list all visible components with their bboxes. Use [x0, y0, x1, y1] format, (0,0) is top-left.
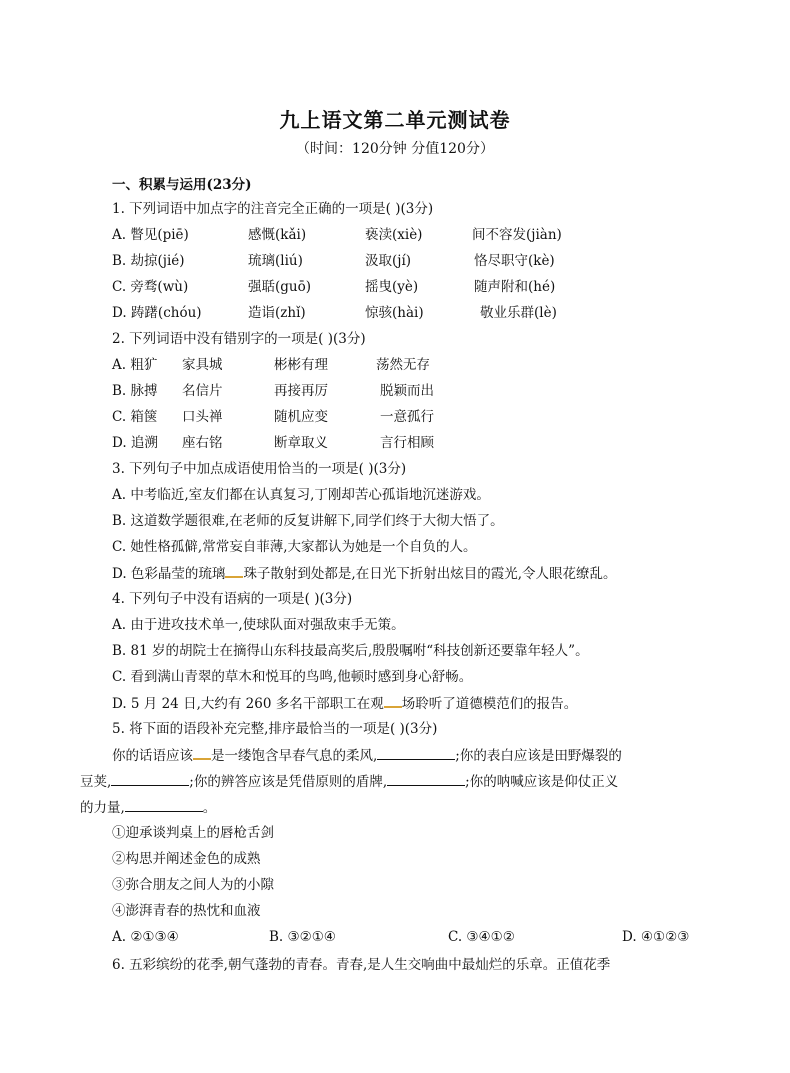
q1-c-3: 摇曳(yè) [365, 279, 419, 295]
q4-option-b: B. 81 岁的胡院士在摘得山东科技最高奖后,殷殷嘱咐“科技创新还要靠年轻人”。 [112, 643, 589, 659]
q2-b-4: 脱颖而出 [380, 383, 434, 399]
question-6-stem: 6. 五彩缤纷的花季,朝气蓬勃的青春。青春,是人生交响曲中最灿烂的乐章。正值花季 [112, 957, 611, 973]
q2-d-1: D. 追溯 [112, 435, 158, 451]
section-heading: 一、积累与运用(23分) [112, 177, 252, 193]
question-2-stem: 2. 下列词语中没有错别字的一项是( )(3分) [112, 331, 366, 347]
q1-a-2: 感慨(kǎi) [248, 227, 307, 243]
q1-b-3: 汲取(jí) [365, 253, 412, 269]
q5-passage-line-1 [112, 746, 752, 765]
q5-item-2: ②构思并阐述金色的成熟 [112, 851, 261, 867]
q2-c-3: 随机应变 [274, 409, 328, 425]
q2-c-1: C. 箱箧 [112, 409, 158, 425]
q2-c-2: 口头禅 [182, 409, 223, 425]
q1-a-1: A. 瞥见(piē) [112, 227, 189, 243]
q1-c-2: 强聒(guō) [248, 279, 311, 295]
q2-b-2: 名信片 [182, 383, 223, 399]
q1-b-4: 恪尽职守(kè) [474, 253, 555, 269]
page-title: 九上语文第二单元测试卷 [279, 108, 511, 132]
q2-a-4: 荡然无存 [376, 357, 430, 373]
q5-item-3: ③弥合朋友之间人为的小隙 [112, 877, 274, 893]
question-4-stem: 4. 下列句子中没有语病的一项是( )(3分) [112, 591, 353, 607]
q5-p3a: 的力量, [80, 800, 125, 816]
q5-p1c: ;你的表白应该是田野爆裂的 [455, 748, 622, 764]
page-subtitle: （时间：120分钟 分值120分） [296, 141, 494, 157]
q4-option-a: A. 由于进攻技术单一,使球队面对强敌束手无策。 [112, 617, 405, 633]
q1-c-1: C. 旁骛(wù) [112, 279, 189, 295]
q5-option-a: A. ②①③④ [112, 929, 179, 945]
fill-blank[interactable] [387, 772, 465, 786]
q1-c-4: 随声附和(hé) [474, 279, 556, 295]
q2-a-1: A. 粗犷 [112, 357, 158, 373]
q4-d-part1: D. 5 月 24 日,大约有 260 多名干部职工在观 [112, 696, 384, 712]
q4-option-c: C. 看到满山青翠的草木和悦耳的鸟鸣,他顿时感到身心舒畅。 [112, 669, 473, 685]
q1-d-4: 敬业乐群(lè) [480, 305, 557, 321]
q3-option-b: B. 这道数学题很难,在老师的反复讲解下,同学们终于大彻大悟了。 [112, 513, 504, 529]
question-1-stem: 1. 下列词语中加点字的注音完全正确的一项是( )(3分) [112, 201, 434, 217]
q5-p2b: ;你的辨答应该是凭借原则的盾牌, [189, 774, 388, 790]
q5-p3b: 。 [202, 800, 217, 816]
q2-d-2: 座右铭 [182, 435, 223, 451]
q2-a-3: 彬彬有理 [274, 357, 328, 373]
q3-d-part1: D. 色彩晶莹的琉璃 [112, 566, 226, 582]
q1-d-2: 造诣(zhǐ) [248, 305, 306, 321]
q1-b-1: B. 劫掠(jié) [112, 253, 185, 269]
q5-option-c: C. ③④①② [448, 929, 515, 945]
q5-option-b: B. ③②①④ [269, 929, 336, 945]
q5-p1b: 是一缕饱含早春气息的柔风, [211, 748, 378, 764]
q3-d-part2: 珠子散射到处都是,在日光下折射出炫目的霞光,令人眼花缭乱。 [243, 566, 617, 582]
q1-d-3: 惊骇(hài) [365, 305, 424, 321]
fill-blank[interactable] [111, 772, 189, 786]
question-5-stem: 5. 将下面的语段补充完整,排序最恰当的一项是( )(3分) [112, 721, 438, 737]
q5-option-d: D. ④①②③ [622, 929, 690, 945]
q1-a-3: 亵渎(xiè) [365, 227, 423, 243]
q5-p2a: 豆荚, [80, 774, 112, 790]
q1-d-1: D. 踌躇(chóu) [112, 305, 202, 321]
question-3-stem: 3. 下列句子中加点成语使用恰当的一项是( )(3分) [112, 461, 407, 477]
q5-item-4: ④澎湃青春的热忱和血液 [112, 903, 261, 919]
q1-a-4: 间不容发(jiàn) [472, 227, 562, 243]
q5-p1a: 你的话语应该 [112, 748, 193, 764]
q5-passage-line-3 [80, 798, 720, 817]
q2-d-3: 断章取义 [274, 435, 328, 451]
q1-b-2: 琉璃(liú) [248, 253, 303, 269]
fill-blank[interactable] [125, 798, 203, 812]
q3-option-d [112, 564, 617, 583]
q4-d-part2: 场聆听了道德模范们的报告。 [401, 696, 578, 712]
q5-passage-line-2 [80, 772, 720, 791]
fill-blank[interactable] [377, 746, 455, 760]
q5-p2c: ;你的呐喊应该是仰仗正义 [465, 774, 619, 790]
q2-b-3: 再接再厉 [274, 383, 328, 399]
q2-c-4: 一意孤行 [380, 409, 434, 425]
q2-b-1: B. 脉搏 [112, 383, 158, 399]
highlight-mark [225, 564, 243, 578]
highlight-mark [384, 694, 402, 708]
q2-d-4: 言行相顾 [380, 435, 434, 451]
highlight-mark [193, 746, 211, 760]
q3-option-a: A. 中考临近,室友们都在认真复习,丁刚却苦心孤诣地沉迷游戏。 [112, 487, 490, 503]
q2-a-2: 家具城 [182, 357, 223, 373]
q5-item-1: ①迎承谈判桌上的唇枪舌剑 [112, 825, 274, 841]
q4-option-d [112, 694, 577, 713]
q3-option-c: C. 她性格孤僻,常常妄自菲薄,大家都认为她是一个自负的人。 [112, 539, 477, 555]
